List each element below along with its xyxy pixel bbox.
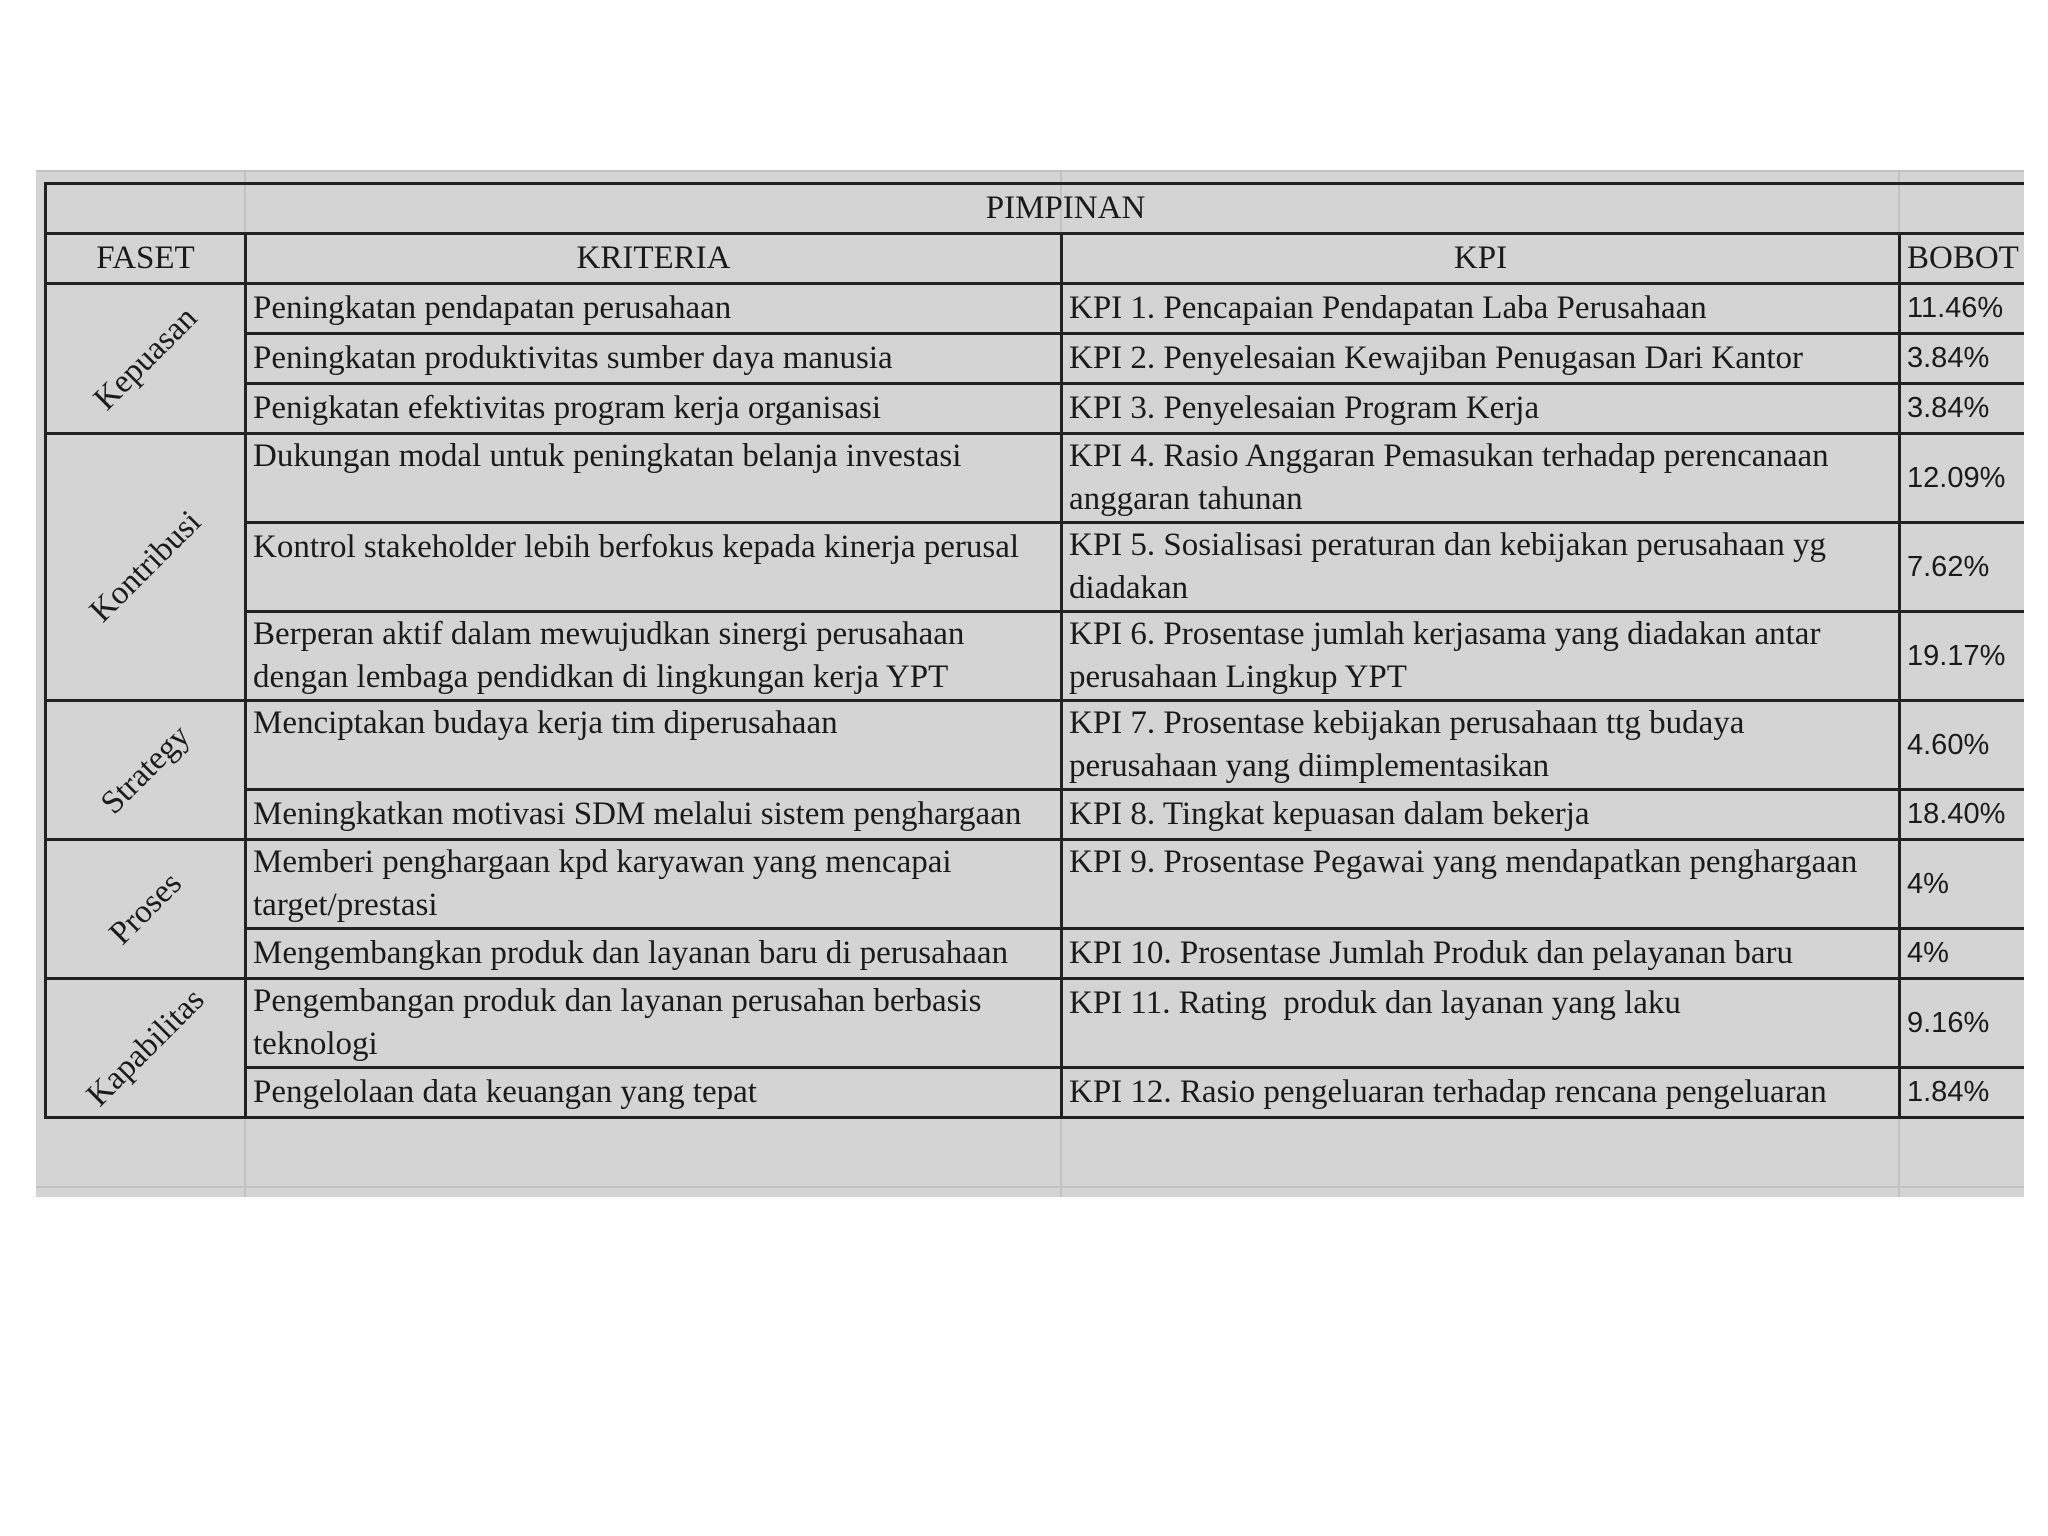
bobot-cell[interactable]: 4.60% — [1900, 701, 2025, 790]
kpi-cell[interactable]: KPI 6. Prosentase jumlah kerjasama yang diadakan antar perusahaan Lingkup YPT — [1062, 612, 1900, 701]
kpi-cell[interactable]: KPI 1. Pencapaian Pendapatan Laba Perusahaan — [1062, 284, 1900, 334]
kriteria-cell[interactable]: Meningkatkan motivasi SDM melalui sistem penghargaan — [246, 790, 1062, 840]
bobot-cell[interactable]: 9.16% — [1900, 979, 2025, 1068]
table-row — [46, 334, 2025, 384]
table-row — [46, 434, 2025, 523]
table-row — [46, 840, 2025, 929]
table-row — [46, 612, 2025, 701]
table-title[interactable]: PIMPINAN — [46, 184, 2025, 234]
faset-cell-kepuasan[interactable] — [46, 284, 246, 434]
title-row — [46, 184, 2025, 234]
bobot-cell[interactable]: 18.40% — [1900, 790, 2025, 840]
header-row — [46, 234, 2025, 284]
header-bobot[interactable]: BOBOT — [1900, 234, 2025, 284]
bobot-cell[interactable]: 11.46% — [1900, 284, 2025, 334]
kriteria-cell[interactable]: Kontrol stakeholder lebih berfokus kepada kinerja perusal — [246, 523, 1062, 612]
header-faset[interactable]: FASET — [46, 234, 246, 284]
table-row — [46, 284, 2025, 334]
kpi-cell[interactable]: KPI 8. Tingkat kepuasan dalam bekerja — [1062, 790, 1900, 840]
table-row — [46, 929, 2025, 979]
table-row — [46, 701, 2025, 790]
kpi-cell[interactable]: KPI 11. Rating produk dan layanan yang laku — [1062, 979, 1900, 1068]
bobot-cell[interactable]: 7.62% — [1900, 523, 2025, 612]
kpi-cell[interactable]: KPI 7. Prosentase kebijakan perusahaan ttg budaya perusahaan yang diimplementasikan — [1062, 701, 1900, 790]
kpi-cell[interactable]: KPI 9. Prosentase Pegawai yang mendapatkan penghargaan — [1062, 840, 1900, 929]
kriteria-cell[interactable]: Pengelolaan data keuangan yang tepat — [246, 1068, 1062, 1118]
faset-label: Kapabilitas — [79, 981, 212, 1114]
kpi-cell[interactable]: KPI 10. Prosentase Jumlah Produk dan pelayanan baru — [1062, 929, 1900, 979]
table-row — [46, 384, 2025, 434]
kriteria-cell[interactable]: Dukungan modal untuk peningkatan belanja investasi — [246, 434, 1062, 523]
table-row — [46, 1068, 2025, 1118]
faset-label: Proses — [101, 865, 189, 952]
spreadsheet-area — [36, 170, 2024, 1197]
kriteria-cell[interactable]: Menciptakan budaya kerja tim diperusahaan — [246, 701, 1062, 790]
kpi-cell[interactable]: KPI 3. Penyelesaian Program Kerja — [1062, 384, 1900, 434]
kpi-cell[interactable]: KPI 5. Sosialisasi peraturan dan kebijakan perusahaan yg diadakan — [1062, 523, 1900, 612]
bobot-cell[interactable]: 4% — [1900, 840, 2025, 929]
bobot-cell[interactable]: 4% — [1900, 929, 2025, 979]
faset-label: Kepuasan — [86, 299, 204, 417]
kpi-cell[interactable]: KPI 2. Penyelesaian Kewajiban Penugasan Dari Kantor — [1062, 334, 1900, 384]
faset-cell-strategy[interactable] — [46, 701, 246, 840]
table-row — [46, 523, 2025, 612]
kpi-table — [44, 182, 2024, 1119]
bobot-cell[interactable]: 19.17% — [1900, 612, 2025, 701]
kriteria-cell[interactable]: Pengembangan produk dan layanan perusahan berbasis teknologi — [246, 979, 1062, 1068]
faset-cell-kontribusi[interactable] — [46, 434, 246, 701]
faset-cell-kapabilitas[interactable] — [46, 979, 246, 1118]
faset-label: Strategy — [93, 718, 197, 822]
bobot-cell[interactable]: 1.84% — [1900, 1068, 2025, 1118]
bobot-cell[interactable]: 12.09% — [1900, 434, 2025, 523]
table-row — [46, 979, 2025, 1068]
kriteria-cell[interactable]: Memberi penghargaan kpd karyawan yang mencapai target/prestasi — [246, 840, 1062, 929]
bobot-cell[interactable]: 3.84% — [1900, 334, 2025, 384]
kriteria-cell[interactable]: Penigkatan efektivitas program kerja organisasi — [246, 384, 1062, 434]
header-kpi[interactable]: KPI — [1062, 234, 1900, 284]
sheet-gridline-top — [36, 170, 2024, 172]
kpi-cell[interactable]: KPI 4. Rasio Anggaran Pemasukan terhadap perencanaan anggaran tahunan — [1062, 434, 1900, 523]
header-kriteria[interactable]: KRITERIA — [246, 234, 1062, 284]
kriteria-cell[interactable]: Berperan aktif dalam mewujudkan sinergi perusahaan dengan lembaga pendidkan di lingkungan kerja YPT — [246, 612, 1062, 701]
sheet-gridline-bottom — [36, 1186, 2024, 1188]
kriteria-cell[interactable]: Mengembangkan produk dan layanan baru di perusahaan — [246, 929, 1062, 979]
kriteria-cell[interactable]: Peningkatan produktivitas sumber daya manusia — [246, 334, 1062, 384]
bobot-cell[interactable]: 3.84% — [1900, 384, 2025, 434]
kpi-cell[interactable]: KPI 12. Rasio pengeluaran terhadap rencana pengeluaran — [1062, 1068, 1900, 1118]
faset-label: Kontribusi — [82, 504, 208, 630]
kriteria-cell[interactable]: Peningkatan pendapatan perusahaan — [246, 284, 1062, 334]
table-row — [46, 790, 2025, 840]
faset-cell-proses[interactable] — [46, 840, 246, 979]
